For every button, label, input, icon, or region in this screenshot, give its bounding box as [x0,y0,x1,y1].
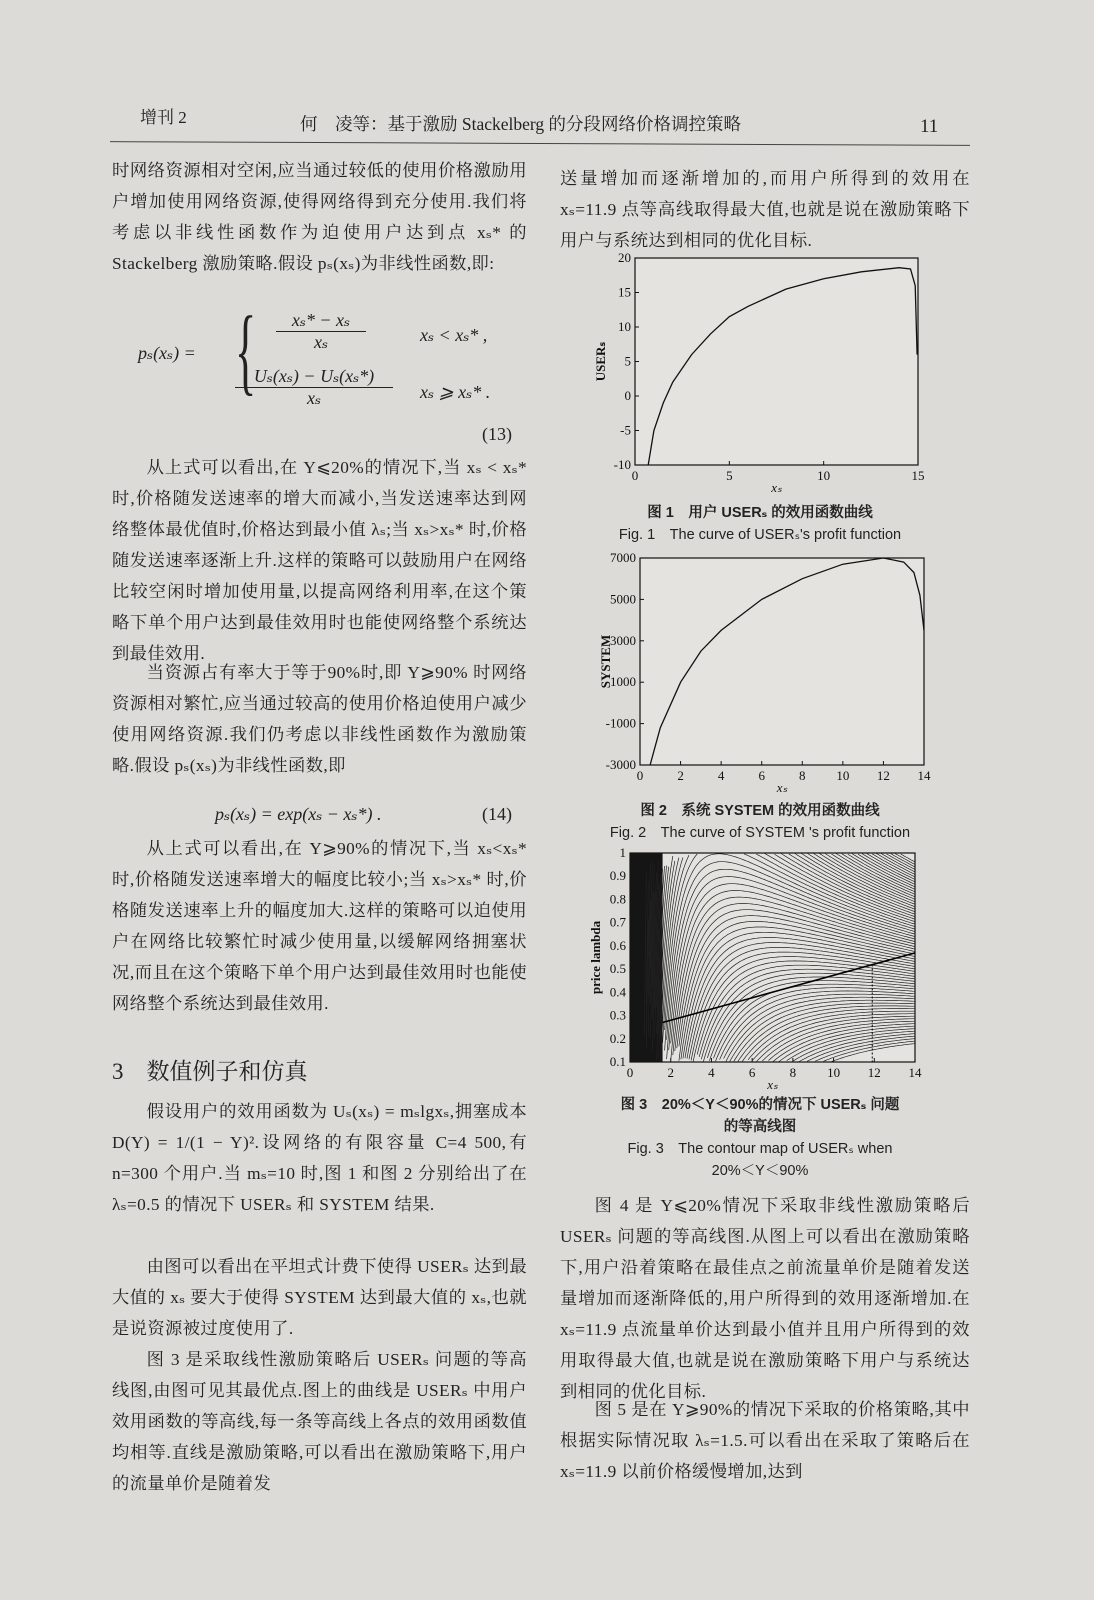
x-tick-label: 2 [667,1065,674,1080]
fig2-caption [560,800,960,844]
fig1-caption-en: Fig. 1 The curve of USERₛ's profit function [618,527,902,543]
fig2-caption-en: Fig. 2 The curve of SYSTEM 's profit function [609,825,911,841]
y-tick-label: 5 [624,353,631,369]
figure-1-chart [560,245,960,505]
figure-3-chart [560,843,960,1093]
y-tick-label: 15 [618,284,631,300]
y-tick-label: 1000 [610,674,636,690]
eq13-cond2: xₛ ⩾ xₛ* . [420,382,491,402]
y-tick-label: -1000 [605,715,636,731]
y-axis-label: USERₛ [593,341,608,382]
y-tick-label: 0.4 [609,984,626,1000]
x-tick-label: 12 [867,1065,881,1080]
x-tick-label: 15 [911,468,925,483]
left-paragraph-1: 时网络资源相对空闲,应当通过较低的使用价格激励用户增加使用网络资源,使得网络得到充分使用.我们将考虑以非线性函数作为迫使用户达到点 xₛ* 的 Stackelberg 激励策略.假设 pₛ(xₛ)为非线性函数,即: [112,161,527,273]
y-tick-label: 20 [618,250,631,265]
y-tick-label: 3000 [610,632,636,648]
journal-issue: 增刊 2 [140,108,187,127]
x-tick-label: 6 [758,768,765,783]
y-tick-label: 10 [618,319,631,334]
left-paragraph-7: 图 3 是采取线性激励策略后 USERₛ 问题的等高线图,由图可见其最优点.图上的曲线是 USERₛ 中用户效用函数的等高线,每一条等高线上各点的效用函数值均相等.直线是激励策略,可以看出在激励策略下,用户的流量单价是随着发 [112,1350,527,1493]
right-paragraph-2: 图 4 是 Y⩽20%情况下采取非线性激励策略后 USERₛ 问题的等高线图.从图上可以看出在激励策略下,用户沿着策略在最佳点之前流量单价是随着发送量增加而逐渐降低的,用户所得到的效用逐渐增加.在 xₛ=11.9 点流量单价达到最小值并且用户所得到的效用取得最大值,也就是说在激励策略下用户与系统达到相同的优化目标. [560,1196,970,1401]
fig3-caption-en-2: 20%＜Y＜90% [711,1163,809,1179]
y-tick-label: 0.5 [609,961,626,977]
y-axis-label: SYSTEM [598,634,613,689]
fig3-caption-en-1: Fig. 3 The contour map of USERₛ when [627,1141,893,1157]
y-tick-label: 5000 [610,591,636,607]
x-tick-label: 14 [917,768,931,783]
eq13-cond1: xₛ < xₛ* , [420,325,488,345]
left-paragraph-3: 当资源占有率大于等于90%时,即 Y⩾90% 时网络资源相对繁忙,应当通过较高的使用价格迫使用户减少使用网络资源.我们仍考虑以非线性函数作为激励策略.假设 pₛ(xₛ)为非线性函数,即 [112,663,527,775]
y-tick-label: -3000 [605,757,636,772]
right-paragraph-3: 图 5 是在 Y⩾90%的情况下采取的价格策略,其中根据实际情况取 λₛ=1.5.可以看出在采取了策略后在 xₛ=11.9 以前价格缓慢增加,达到 [560,1400,970,1481]
y-tick-label: 0.1 [609,1054,626,1069]
left-paragraph-6: 由图可以看出在平坦式计费下使得 USERₛ 达到最大值的 xₛ 要大于使得 SYSTEM 达到最大值的 xₛ,也就是说资源被过度使用了. [112,1257,527,1338]
y-tick-label: 0 [624,388,631,403]
x-axis-label: xₛ [767,1077,778,1092]
x-tick-label: 4 [717,768,725,783]
fig1-caption-cn: 图 1 用户 USERₛ 的效用函数曲线 [647,505,873,521]
plot-frame [635,258,918,465]
page-number: 11 [920,116,939,137]
eq14-label: (14) [482,804,512,824]
fig2-caption-cn: 图 2 系统 SYSTEM 的效用函数曲线 [640,803,880,819]
y-tick-label: 0.6 [609,937,626,953]
y-tick-label: 0.2 [609,1030,626,1046]
y-tick-label: 0.3 [609,1007,626,1023]
x-tick-label: 8 [789,1065,797,1080]
eq13-lhs: pₛ(xₛ) = [138,343,196,363]
fig3-caption-cn-1: 图 3 20%＜Y＜90%的情况下 USERₛ 问题 [620,1097,900,1113]
right-paragraph-1: 送量增加而逐渐增加的,而用户所得到的效用在 xₛ=11.9 点等高线取得最大值,也就是说在激励策略下用户与系统达到相同的优化目标. [560,169,970,250]
equation-14: pₛ(xₛ) = exp(xₛ − xₛ*) . [215,804,382,824]
y-tick-label: 1 [619,845,626,860]
x-tick-label: 12 [876,768,890,783]
eq13-case1: xₛ* − xₛ xₛ [276,310,366,353]
fig3-caption-cn-2: 的等高线图 [723,1119,797,1135]
x-tick-label: 10 [817,468,831,483]
header-rule [110,141,970,146]
figure-2-chart [560,548,960,800]
x-tick-label: 14 [908,1065,922,1080]
eq13-label: (13) [482,424,512,444]
y-tick-label: 0.8 [609,891,626,907]
fig1-caption [560,502,960,546]
x-tick-label: 10 [827,1065,841,1080]
eq13-case2: Uₛ(xₛ) − Uₛ(xₛ*) xₛ [235,366,393,409]
eq13-brace: { [234,297,257,405]
left-paragraph-5: 假设用户的效用函数为 Uₛ(xₛ) = mₛlgxₛ,拥塞成本 D(Y) = 1/(1 − Y)².设网络的有限容量 C=4 500,有 n=300 个用户.当 mₛ=10 时,图 1 和图 2 分别给出了在 λₛ=0.5 的情况下 USERₛ 和 SYSTEM 结果. [112,1102,527,1214]
x-tick-label: 10 [836,768,850,783]
y-tick-label: 0.7 [609,914,626,930]
left-paragraph-4: 从上式可以看出,在 Y⩾90%的情况下,当 xₛ<xₛ* 时,价格随发送速率增大的幅度比较小;当 xₛ>xₛ* 时,价格随发送速率上升的幅度加大.这样的策略可以迫使用户在网络比较繁忙时减少使用量,以缓解网络拥塞状况,而且在这个策略下单个用户达到最佳效用时也能使网络整个系统达到最佳效用. [112,839,527,1013]
x-tick-label: 5 [726,468,733,483]
x-axis-label: xₛ [771,480,782,495]
fig3-caption [560,1094,960,1182]
x-tick-label: 0 [636,768,644,783]
x-axis-label: xₛ [776,780,788,795]
y-axis-label: price lambda [588,920,603,995]
y-tick-label: 0.9 [609,868,626,884]
x-tick-label: 8 [799,768,806,783]
left-paragraph-2: 从上式可以看出,在 Y⩽20%的情况下,当 xₛ < xₛ* 时,价格随发送速率的增大而减小,当发送速率达到网络整体最优值时,价格达到最小值 λₛ;当 xₛ>xₛ* 时,价格随发送速率逐渐上升.这样的策略可以鼓励用户在网络比较空闲时增加使用量,以提高网络利用率,在这个策略下单个用户达到最佳效用时也能使网络整个系统达到最佳效用. [112,458,527,663]
x-tick-label: 6 [748,1065,756,1080]
x-tick-label: 4 [708,1065,715,1080]
x-tick-label: 0 [631,468,639,483]
x-tick-label: 2 [677,768,684,783]
y-tick-label: 7000 [610,550,636,565]
section-heading: 3 数值例子和仿真 [112,1059,308,1084]
running-title: 何 凌等：基于激励 Stackelberg 的分段网络价格调控策略 [300,114,742,134]
y-tick-label: -10 [613,457,631,472]
x-tick-label: 0 [626,1065,634,1080]
y-tick-label: -5 [620,422,631,438]
